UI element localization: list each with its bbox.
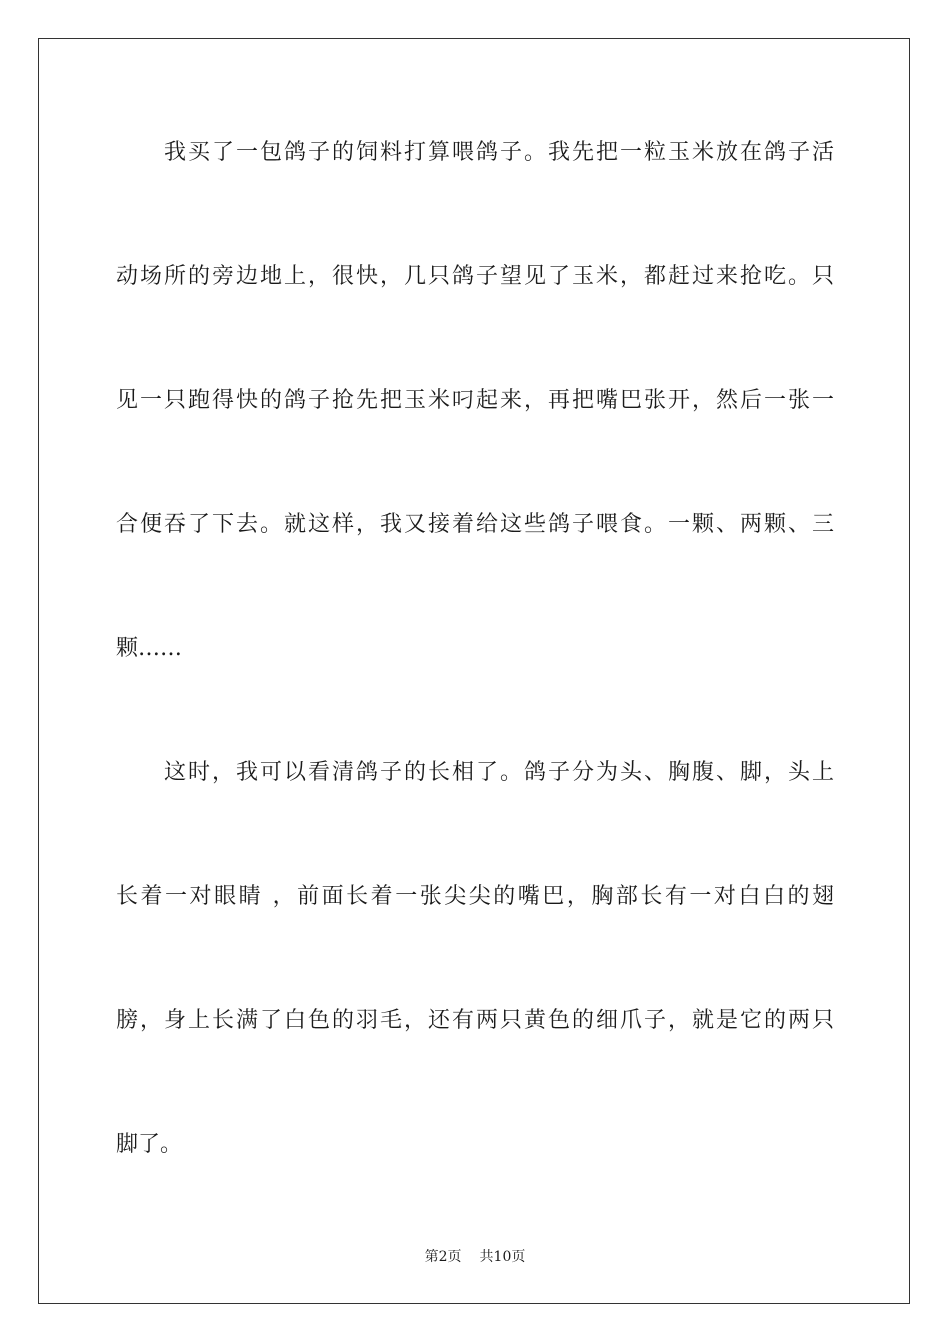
page-number: 第2页 [424, 1249, 462, 1265]
paragraph-line: 颗…… [116, 636, 183, 661]
page-footer [0, 1246, 950, 1266]
paragraph-line: 这时，我可以看清鸽子的长相了。鸽子分为头、胸腹、脚，头上 [164, 760, 834, 785]
paragraph-line: 我买了一包鸽子的饲料打算喂鸽子。我先把一粒玉米放在鸽子活 [164, 140, 834, 165]
paragraph-line: 脚了。 [116, 1132, 183, 1157]
paragraph-line: 见一只跑得快的鸽子抢先把玉米叼起来，再把嘴巴张开，然后一张一 [116, 388, 834, 413]
paragraph-line: 合便吞了下去。就这样，我又接着给这些鸽子喂食。一颗、两颗、三 [116, 512, 834, 537]
paragraph-2 [116, 742, 834, 1175]
page-total: 共10页 [479, 1249, 526, 1265]
paragraph-line: 长着一对眼睛 ，前面长着一张尖尖的嘴巴，胸部长有一对白白的翅 [116, 884, 834, 909]
document-body [116, 122, 834, 1238]
paragraph-line: 膀，身上长满了白色的羽毛，还有两只黄色的细爪子，就是它的两只 [116, 1008, 834, 1033]
paragraph-line: 动场所的旁边地上，很快，几只鸽子望见了玉米，都赶过来抢吃。只 [116, 264, 834, 289]
paragraph-1 [116, 122, 834, 679]
